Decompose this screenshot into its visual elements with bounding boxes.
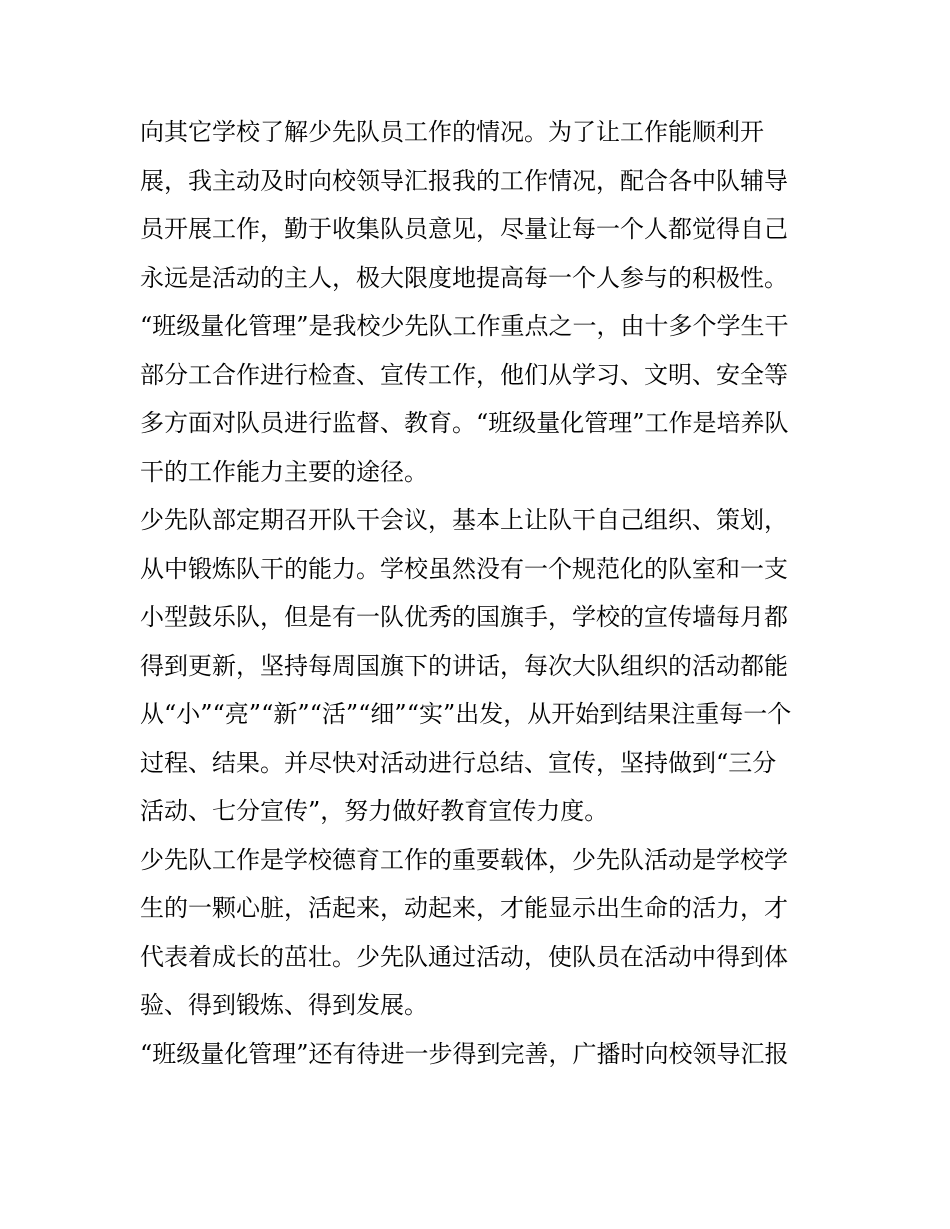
text-line: “班级量化管理”还有待进一步得到完善，广播时向校领导汇报	[140, 1039, 789, 1068]
text-line: 干的工作能力主要的途径。	[140, 457, 428, 486]
text-line: 永远是活动的主人，极大限度地提高每一个人参与的积极性。	[140, 263, 788, 292]
text-line: 从中锻炼队干的能力。学校虽然没有一个规范化的队室和一支	[140, 554, 788, 583]
text-line: 生的一颗心脏，活起来，动起来，才能显示出生命的活力，才	[140, 894, 788, 922]
text-line: 活动、七分宣传”，努力做好教育宣传力度。	[140, 797, 609, 825]
document-body	[140, 108, 820, 1078]
text-line: 从“小”“亮”“新”“活”“细”“实”出发，从开始到结果注重每一个	[140, 700, 792, 728]
text-line: 向其它学校了解少先队员工作的情况。为了让工作能顺利开	[140, 118, 764, 146]
text-line: 验、得到锻炼、得到发展。	[140, 991, 428, 1019]
text-line: 代表着成长的茁壮。少先队通过活动，使队员在活动中得到体	[140, 942, 788, 971]
text-line: 员开展工作，勤于收集队员意见，尽量让每一个人都觉得自己	[140, 215, 788, 243]
text-line: 小型鼓乐队，但是有一队优秀的国旗手，学校的宣传墙每月都	[140, 603, 788, 631]
text-line: 部分工合作进行检查、宣传工作，他们从学习、文明、安全等	[140, 360, 788, 389]
text-line: 过程、结果。并尽快对活动进行总结、宣传，坚持做到“三分	[140, 748, 777, 777]
text-line: 多方面对队员进行监督、教育。“班级量化管理”工作是培养队	[140, 409, 789, 437]
text-line: 少先队部定期召开队干会议，基本上让队干自己组织、策划，	[140, 506, 788, 534]
text-line: “班级量化管理”是我校少先队工作重点之一，由十多个学生干	[140, 312, 789, 340]
text-line: 得到更新，坚持每周国旗下的讲话，每次大队组织的活动都能	[140, 651, 788, 680]
text-line: 少先队工作是学校德育工作的重要载体，少先队活动是学校学	[140, 845, 788, 874]
text-line: 展，我主动及时向校领导汇报我的工作情况，配合各中队辅导	[140, 166, 788, 195]
